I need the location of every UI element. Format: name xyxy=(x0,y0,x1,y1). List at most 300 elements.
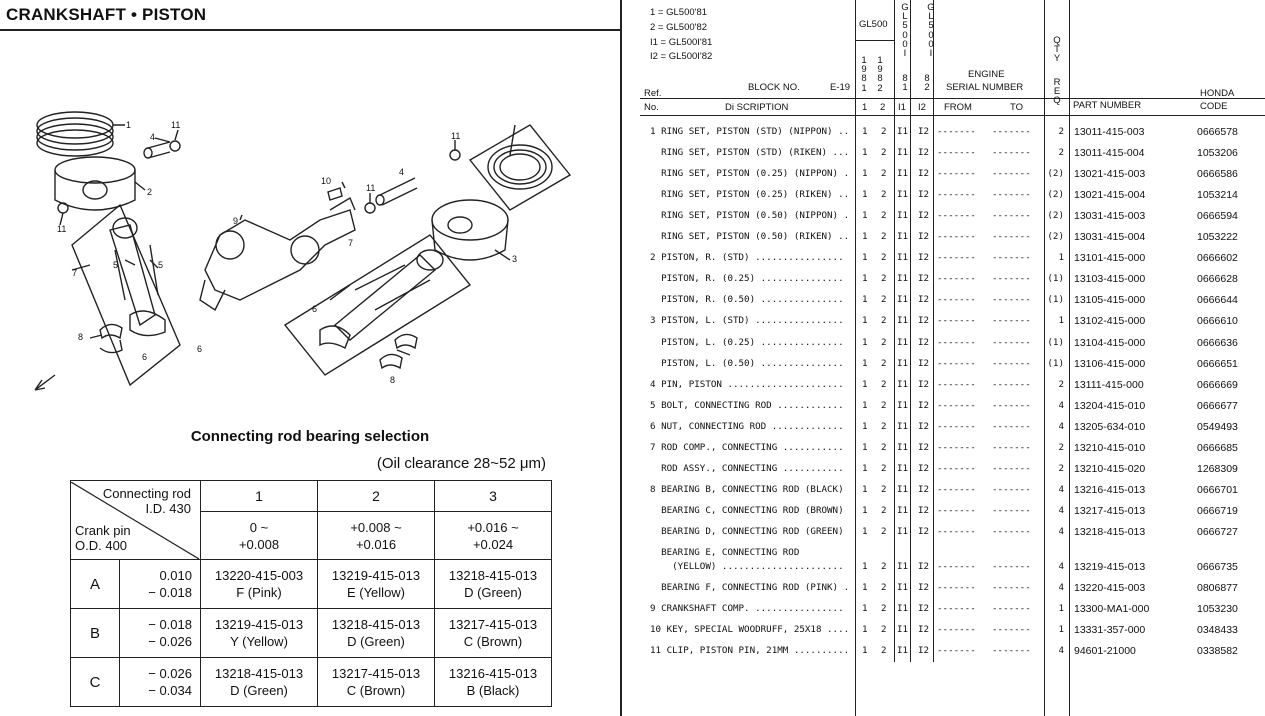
parts-cell-qty: (1) xyxy=(1047,336,1064,348)
parts-cell-to: ------- xyxy=(992,504,1031,516)
parts-cell-qty: 4 xyxy=(1058,645,1064,657)
col-range-1: 0 ~ +0.008 xyxy=(201,512,318,560)
parts-cell-ci2: I2 xyxy=(918,603,930,615)
parts-cell-from: ------- xyxy=(937,273,976,285)
row-range-b: − 0.018 − 0.026 xyxy=(120,609,201,658)
parts-cell-to: ------- xyxy=(992,126,1031,137)
parts-cell-ci1: I1 xyxy=(897,441,909,453)
parts-cell-c1: 1 xyxy=(862,504,868,516)
parts-row xyxy=(640,603,1265,623)
parts-cell-ci2: I2 xyxy=(918,126,930,137)
parts-cell-pn: 13331-357-000 xyxy=(1074,624,1146,637)
parts-cell-ci2: I2 xyxy=(918,168,930,180)
parts-cell-qty: (2) xyxy=(1047,168,1064,180)
parts-row xyxy=(640,358,1265,378)
parts-cell-ci2: I2 xyxy=(918,210,930,222)
parts-cell-ci1: I1 xyxy=(897,504,909,516)
parts-cell-ci1: I1 xyxy=(897,294,909,306)
parts-cell-desc: 8 BEARING B, CONNECTING ROD (BLACK) xyxy=(650,483,844,495)
parts-cell-to: ------- xyxy=(992,525,1031,537)
parts-cell-ci1: I1 xyxy=(897,561,909,572)
parts-row xyxy=(640,442,1265,462)
parts-cell-ci1: I1 xyxy=(897,525,909,537)
parts-cell-c2: 2 xyxy=(881,504,887,516)
callout-6b: 6 xyxy=(197,344,203,354)
callout-9: 9 xyxy=(233,216,239,226)
parts-cell-from: ------- xyxy=(937,561,976,572)
parts-cell-hc: 0666586 xyxy=(1197,168,1238,181)
parts-cell-pn: 13219-415-013 xyxy=(1074,561,1146,573)
parts-cell-ci1: I1 xyxy=(897,252,909,264)
parts-cell-to: ------- xyxy=(992,231,1031,243)
parts-cell-from: ------- xyxy=(937,645,976,657)
parts-cell-c2: 2 xyxy=(881,294,887,306)
parts-cell-desc: 3 PISTON, L. (STD) ................ xyxy=(650,315,844,327)
parts-cell-from: ------- xyxy=(937,252,976,264)
parts-cell-pn: 13106-415-000 xyxy=(1074,357,1146,370)
parts-cell-ci2: I2 xyxy=(918,624,930,636)
parts-cell-qty: 4 xyxy=(1058,561,1064,572)
parts-cell-pn: 13021-415-003 xyxy=(1074,168,1146,181)
parts-row xyxy=(640,505,1265,525)
parts-cell-hc: 1053230 xyxy=(1197,603,1238,616)
parts-cell-qty: (2) xyxy=(1047,231,1064,243)
parts-cell-c2: 2 xyxy=(881,624,887,636)
parts-cell-desc: ROD ASSY., CONNECTING ........... xyxy=(650,462,844,474)
parts-cell-qty: 4 xyxy=(1058,483,1064,495)
parts-cell-c1: 1 xyxy=(862,210,868,222)
parts-cell-c2: 2 xyxy=(881,420,887,432)
parts-cell-hc: 0666719 xyxy=(1197,504,1238,517)
cell-a1: 13220-415-003 F (Pink) xyxy=(201,560,318,609)
hdr-serial-number: SERIAL NUMBER xyxy=(946,82,1024,93)
parts-cell-hc: 1268309 xyxy=(1197,462,1238,475)
parts-cell-pn: 13220-415-003 xyxy=(1074,582,1146,594)
hdr-i81: 8 1 xyxy=(902,73,908,94)
parts-cell-ci1: I1 xyxy=(897,168,909,180)
hdr-description: Di SCRIPTION xyxy=(725,102,789,113)
parts-cell-to: ------- xyxy=(992,483,1031,495)
hdr-qty: Q T Y xyxy=(1053,35,1061,65)
parts-row xyxy=(640,645,1265,665)
title-rule xyxy=(0,29,620,31)
parts-cell-c1: 1 xyxy=(862,420,868,432)
parts-cell-c2: 2 xyxy=(881,252,887,264)
parts-cell-ci2: I2 xyxy=(918,357,930,369)
parts-cell-from: ------- xyxy=(937,126,976,137)
hdr-ci1: I1 xyxy=(898,102,906,113)
parts-cell-from: ------- xyxy=(937,462,976,474)
parts-cell-desc: 9 CRANKSHAFT COMP. ................ xyxy=(650,603,844,615)
diagram-page xyxy=(0,0,622,716)
parts-row xyxy=(640,294,1265,314)
parts-cell-to: ------- xyxy=(992,561,1031,572)
callout-11b: 11 xyxy=(57,224,67,234)
parts-cell-ci2: I2 xyxy=(918,582,930,593)
parts-cell-desc: RING SET, PISTON (0.25) (RIKEN) .. xyxy=(650,189,850,201)
parts-cell-from: ------- xyxy=(937,189,976,201)
parts-cell-ci2: I2 xyxy=(918,336,930,348)
callout-11d: 11 xyxy=(451,131,461,141)
parts-cell-from: ------- xyxy=(937,357,976,369)
parts-row xyxy=(640,547,1265,581)
callout-1: 1 xyxy=(126,120,132,130)
hdr-c1: 1 xyxy=(862,102,868,113)
parts-cell-ci1: I1 xyxy=(897,462,909,474)
hdr-gl500i-b: G L 5 0 0 I xyxy=(901,2,909,60)
parts-cell-qty: (1) xyxy=(1047,294,1064,306)
parts-cell-c1: 1 xyxy=(862,252,868,264)
oil-clearance: (Oil clearance 28~52 μm) xyxy=(376,455,546,472)
parts-cell-c1: 1 xyxy=(862,483,868,495)
row-label-b: B xyxy=(71,609,120,658)
callout-10: 10 xyxy=(321,176,332,186)
parts-cell-c1: 1 xyxy=(862,315,868,327)
parts-cell-to: ------- xyxy=(992,147,1031,159)
callout-11c: 11 xyxy=(366,183,376,193)
parts-cell-to: ------- xyxy=(992,273,1031,285)
parts-cell-desc: 7 ROD COMP., CONNECTING ........... xyxy=(650,441,844,453)
parts-cell-hc: 0338582 xyxy=(1197,645,1238,658)
parts-cell-hc: 0666677 xyxy=(1197,399,1238,412)
parts-cell-ci2: I2 xyxy=(918,294,930,306)
parts-cell-from: ------- xyxy=(937,525,976,537)
cell-c2: 13217-415-013 C (Brown) xyxy=(318,658,435,707)
parts-cell-desc: PISTON, R. (0.50) ............... xyxy=(650,294,844,306)
parts-cell-qty: 2 xyxy=(1058,441,1064,453)
parts-cell-c1: 1 xyxy=(862,273,868,285)
parts-cell-hc: 0666602 xyxy=(1197,252,1238,265)
row-range-a: 0.010 − 0.018 xyxy=(120,560,201,609)
parts-row xyxy=(640,231,1265,251)
parts-cell-ci1: I1 xyxy=(897,231,909,243)
parts-cell-hc: 0666610 xyxy=(1197,315,1238,328)
parts-cell-qty: (1) xyxy=(1047,273,1064,285)
cell-c3: 13216-415-013 B (Black) xyxy=(435,658,552,707)
cell-a3: 13218-415-013 D (Green) xyxy=(435,560,552,609)
parts-cell-hc: 0666685 xyxy=(1197,441,1238,454)
hdr-c2: 2 xyxy=(880,102,886,113)
parts-row xyxy=(640,421,1265,441)
parts-cell-desc: BEARING C, CONNECTING ROD (BROWN) xyxy=(650,504,844,516)
hdr-gl500i-a: G L 5 0 0 I xyxy=(927,2,935,60)
parts-cell-pn: 13300-MA1-000 xyxy=(1074,603,1150,616)
callout-7: 7 xyxy=(72,268,78,278)
parts-cell-desc: PISTON, L. (0.50) ............... xyxy=(650,357,844,369)
parts-cell-c1: 1 xyxy=(862,462,868,474)
parts-cell-c1: 1 xyxy=(862,624,868,636)
parts-row xyxy=(640,273,1265,293)
parts-cell-c1: 1 xyxy=(862,525,868,537)
parts-cell-ci1: I1 xyxy=(897,315,909,327)
parts-cell-c2: 2 xyxy=(881,210,887,222)
parts-cell-from: ------- xyxy=(937,336,976,348)
parts-cell-c1: 1 xyxy=(862,168,868,180)
parts-cell-hc: 0666735 xyxy=(1197,561,1238,573)
parts-row xyxy=(640,484,1265,504)
hdr-no: No. xyxy=(644,102,659,113)
parts-cell-ci2: I2 xyxy=(918,147,930,159)
parts-cell-ci1: I1 xyxy=(897,399,909,411)
parts-cell-ci2: I2 xyxy=(918,378,930,390)
parts-cell-to: ------- xyxy=(992,294,1031,306)
parts-cell-pn: 94601-21000 xyxy=(1074,645,1136,658)
parts-cell-from: ------- xyxy=(937,420,976,432)
callout-5: 5 xyxy=(113,260,119,270)
parts-cell-hc: 1053214 xyxy=(1197,189,1238,202)
parts-cell-c1: 1 xyxy=(862,294,868,306)
hdr-year-81: 1 9 8 1 xyxy=(861,55,867,94)
parts-cell-qty: 1 xyxy=(1058,315,1064,327)
parts-cell-c1: 1 xyxy=(862,582,868,593)
hdr-block-code: E-19 xyxy=(830,82,851,93)
model-legend-item: 2 = GL500'82 xyxy=(650,21,708,33)
parts-cell-desc-cont: (YELLOW) ...................... xyxy=(650,561,844,572)
parts-cell-desc: BEARING E, CONNECTING ROD xyxy=(650,547,800,558)
callout-7b: 7 xyxy=(348,238,354,248)
parts-cell-c2: 2 xyxy=(881,273,887,285)
parts-cell-desc: RING SET, PISTON (0.50) (RIKEN) .. xyxy=(650,231,850,243)
parts-cell-hc: 0806877 xyxy=(1197,582,1238,594)
parts-cell-desc: 10 KEY, SPECIAL WOODRUFF, 25X18 .... xyxy=(650,624,850,636)
parts-cell-c1: 1 xyxy=(862,336,868,348)
page-title: CRANKSHAFT • PISTON xyxy=(6,5,207,24)
parts-cell-hc: 0666727 xyxy=(1197,525,1238,538)
parts-cell-ci2: I2 xyxy=(918,483,930,495)
parts-cell-qty: 2 xyxy=(1058,462,1064,474)
parts-cell-ci2: I2 xyxy=(918,462,930,474)
parts-cell-c2: 2 xyxy=(881,483,887,495)
parts-cell-qty: 1 xyxy=(1058,624,1064,636)
parts-cell-to: ------- xyxy=(992,420,1031,432)
parts-row xyxy=(640,379,1265,399)
callout-4: 4 xyxy=(150,132,156,142)
hdr-req: R E Q xyxy=(1053,77,1061,107)
parts-cell-c1: 1 xyxy=(862,357,868,369)
parts-cell-c2: 2 xyxy=(881,126,887,137)
parts-cell-pn: 13217-415-013 xyxy=(1074,504,1146,517)
parts-cell-from: ------- xyxy=(937,294,976,306)
parts-cell-hc: 1053206 xyxy=(1197,147,1238,160)
parts-cell-from: ------- xyxy=(937,315,976,327)
col-range-2: +0.008 ~ +0.016 xyxy=(318,512,435,560)
parts-cell-c2: 2 xyxy=(881,315,887,327)
parts-cell-qty: 4 xyxy=(1058,504,1064,516)
corner-rod-line1: Connecting rod xyxy=(102,485,191,501)
parts-cell-hc: 0666594 xyxy=(1197,210,1238,223)
row-divider xyxy=(855,40,895,41)
parts-row xyxy=(640,463,1265,483)
col-header-1: 1 xyxy=(201,481,318,512)
hdr-honda: HONDA xyxy=(1200,88,1235,99)
table-corner xyxy=(71,481,201,560)
parts-cell-ci2: I2 xyxy=(918,273,930,285)
parts-cell-ci1: I1 xyxy=(897,603,909,615)
parts-row xyxy=(640,210,1265,230)
col-range-3: +0.016 ~ +0.024 xyxy=(435,512,552,560)
cell-b3: 13217-415-013 C (Brown) xyxy=(435,609,552,658)
callout-6c: 6 xyxy=(312,304,318,314)
parts-cell-pn: 13205-634-010 xyxy=(1074,420,1146,433)
callout-2: 2 xyxy=(147,187,153,197)
hdr-i82: 8 2 xyxy=(924,73,930,94)
bearing-selection-title: Connecting rod bearing selection xyxy=(190,428,430,445)
parts-row xyxy=(640,400,1265,420)
parts-cell-desc: 4 PIN, PISTON ..................... xyxy=(650,378,844,390)
parts-cell-qty: 1 xyxy=(1058,252,1064,264)
model-legend-item: I2 = GL500I'82 xyxy=(650,51,713,63)
parts-cell-ci1: I1 xyxy=(897,645,909,657)
hdr-code: CODE xyxy=(1200,101,1228,112)
parts-cell-c1: 1 xyxy=(862,399,868,411)
parts-cell-to: ------- xyxy=(992,603,1031,615)
parts-cell-qty: 2 xyxy=(1058,147,1064,159)
parts-cell-ci2: I2 xyxy=(918,504,930,516)
parts-cell-to: ------- xyxy=(992,210,1031,222)
parts-cell-desc: RING SET, PISTON (STD) (RIKEN) ... xyxy=(650,147,850,159)
parts-cell-desc: PISTON, L. (0.25) ............... xyxy=(650,336,844,348)
parts-cell-from: ------- xyxy=(937,168,976,180)
parts-cell-hc: 1053222 xyxy=(1197,231,1238,244)
parts-cell-from: ------- xyxy=(937,231,976,243)
hdr-from: FROM xyxy=(944,102,972,113)
parts-cell-c1: 1 xyxy=(862,126,868,137)
parts-cell-qty: 4 xyxy=(1058,420,1064,432)
parts-cell-c2: 2 xyxy=(881,582,887,593)
cell-b2: 13218-415-013 D (Green) xyxy=(318,609,435,658)
bearing-selection-table xyxy=(70,480,552,707)
parts-cell-to: ------- xyxy=(992,645,1031,657)
parts-cell-ci1: I1 xyxy=(897,189,909,201)
parts-cell-ci2: I2 xyxy=(918,441,930,453)
parts-cell-pn: 13103-415-000 xyxy=(1074,273,1146,286)
parts-row xyxy=(640,315,1265,335)
parts-cell-c2: 2 xyxy=(881,231,887,243)
parts-cell-desc: 11 CLIP, PISTON PIN, 21MM .......... xyxy=(650,645,850,657)
parts-cell-to: ------- xyxy=(992,378,1031,390)
parts-cell-hc: 0666636 xyxy=(1197,336,1238,349)
parts-cell-pn: 13011-415-003 xyxy=(1074,126,1145,138)
parts-cell-ci2: I2 xyxy=(918,189,930,201)
parts-cell-pn: 13011-415-004 xyxy=(1074,147,1145,160)
parts-cell-pn: 13210-415-010 xyxy=(1074,441,1146,454)
parts-cell-pn: 13216-415-013 xyxy=(1074,483,1146,496)
parts-cell-hc: 0666578 xyxy=(1197,126,1238,138)
parts-cell-hc: 0348433 xyxy=(1197,624,1238,637)
parts-cell-to: ------- xyxy=(992,462,1031,474)
parts-cell-qty: 4 xyxy=(1058,582,1064,593)
parts-cell-ci2: I2 xyxy=(918,315,930,327)
parts-row xyxy=(640,168,1265,188)
parts-cell-pn: 13218-415-013 xyxy=(1074,525,1146,538)
parts-cell-c1: 1 xyxy=(862,378,868,390)
parts-cell-ci1: I1 xyxy=(897,582,909,593)
parts-cell-hc: 0666644 xyxy=(1197,294,1238,307)
parts-cell-desc: BEARING D, CONNECTING ROD (GREEN) xyxy=(650,525,844,537)
hdr-to: TO xyxy=(1010,102,1024,113)
parts-cell-c1: 1 xyxy=(862,147,868,159)
parts-cell-ci1: I1 xyxy=(897,273,909,285)
hdr-gl500: GL500 xyxy=(859,19,888,30)
parts-cell-hc: 0666701 xyxy=(1197,483,1238,496)
callout-3: 3 xyxy=(512,254,518,264)
parts-cell-c1: 1 xyxy=(862,189,868,201)
parts-cell-qty: 1 xyxy=(1058,603,1064,615)
parts-cell-qty: 4 xyxy=(1058,525,1064,537)
parts-cell-ci1: I1 xyxy=(897,357,909,369)
parts-cell-c2: 2 xyxy=(881,189,887,201)
parts-cell-c2: 2 xyxy=(881,462,887,474)
exploded-view-diagram xyxy=(30,100,590,400)
parts-cell-pn: 13021-415-004 xyxy=(1074,189,1146,202)
parts-cell-c1: 1 xyxy=(862,441,868,453)
parts-cell-c2: 2 xyxy=(881,168,887,180)
parts-row xyxy=(640,252,1265,272)
parts-cell-c1: 1 xyxy=(862,645,868,657)
parts-cell-to: ------- xyxy=(992,315,1031,327)
parts-cell-c2: 2 xyxy=(881,525,887,537)
parts-cell-from: ------- xyxy=(937,603,976,615)
parts-cell-qty: 4 xyxy=(1058,399,1064,411)
parts-cell-hc: 0666651 xyxy=(1197,357,1238,370)
parts-list-page xyxy=(640,0,1265,716)
parts-row xyxy=(640,126,1265,146)
cell-c1: 13218-415-013 D (Green) xyxy=(201,658,318,707)
parts-cell-desc: 1 RING SET, PISTON (STD) (NIPPON) .. xyxy=(650,126,850,137)
parts-cell-from: ------- xyxy=(937,378,976,390)
parts-cell-ci2: I2 xyxy=(918,399,930,411)
parts-cell-c2: 2 xyxy=(881,603,887,615)
parts-cell-desc: RING SET, PISTON (0.25) (NIPPON) . xyxy=(650,168,850,180)
parts-row xyxy=(640,526,1265,546)
parts-cell-from: ------- xyxy=(937,624,976,636)
parts-cell-pn: 13031-415-004 xyxy=(1074,231,1146,244)
parts-cell-ci2: I2 xyxy=(918,231,930,243)
parts-cell-qty: 2 xyxy=(1058,126,1064,137)
parts-cell-pn: 13104-415-000 xyxy=(1074,336,1146,349)
row-range-c: − 0.026 − 0.034 xyxy=(120,658,201,707)
parts-cell-ci2: I2 xyxy=(918,252,930,264)
parts-cell-to: ------- xyxy=(992,252,1031,264)
parts-cell-ci1: I1 xyxy=(897,210,909,222)
parts-cell-desc: 2 PISTON, R. (STD) ................ xyxy=(650,252,844,264)
parts-cell-pn: 13102-415-000 xyxy=(1074,315,1146,328)
hdr-block-no: BLOCK NO. xyxy=(748,82,800,93)
callout-6: 6 xyxy=(142,352,148,362)
corner-pin-line1: Crank pin xyxy=(75,522,131,538)
hdr-engine: ENGINE xyxy=(968,69,1005,80)
cell-a2: 13219-415-013 E (Yellow) xyxy=(318,560,435,609)
parts-cell-hc: 0666669 xyxy=(1197,378,1238,391)
callout-8b: 8 xyxy=(390,375,396,385)
hdr-year-82: 1 9 8 2 xyxy=(877,55,883,94)
parts-cell-ci2: I2 xyxy=(918,525,930,537)
parts-cell-pn: 13031-415-003 xyxy=(1074,210,1146,223)
parts-cell-hc: 0666628 xyxy=(1197,273,1238,286)
parts-cell-ci1: I1 xyxy=(897,420,909,432)
parts-cell-to: ------- xyxy=(992,357,1031,369)
callout-11: 11 xyxy=(171,120,181,130)
header-rule xyxy=(640,115,1265,116)
parts-cell-c2: 2 xyxy=(881,336,887,348)
parts-cell-c2: 2 xyxy=(881,645,887,657)
parts-cell-to: ------- xyxy=(992,189,1031,201)
parts-cell-to: ------- xyxy=(992,168,1031,180)
parts-cell-ci1: I1 xyxy=(897,336,909,348)
parts-cell-pn: 13204-415-010 xyxy=(1074,399,1146,412)
parts-cell-from: ------- xyxy=(937,399,976,411)
parts-cell-c1: 1 xyxy=(862,603,868,615)
